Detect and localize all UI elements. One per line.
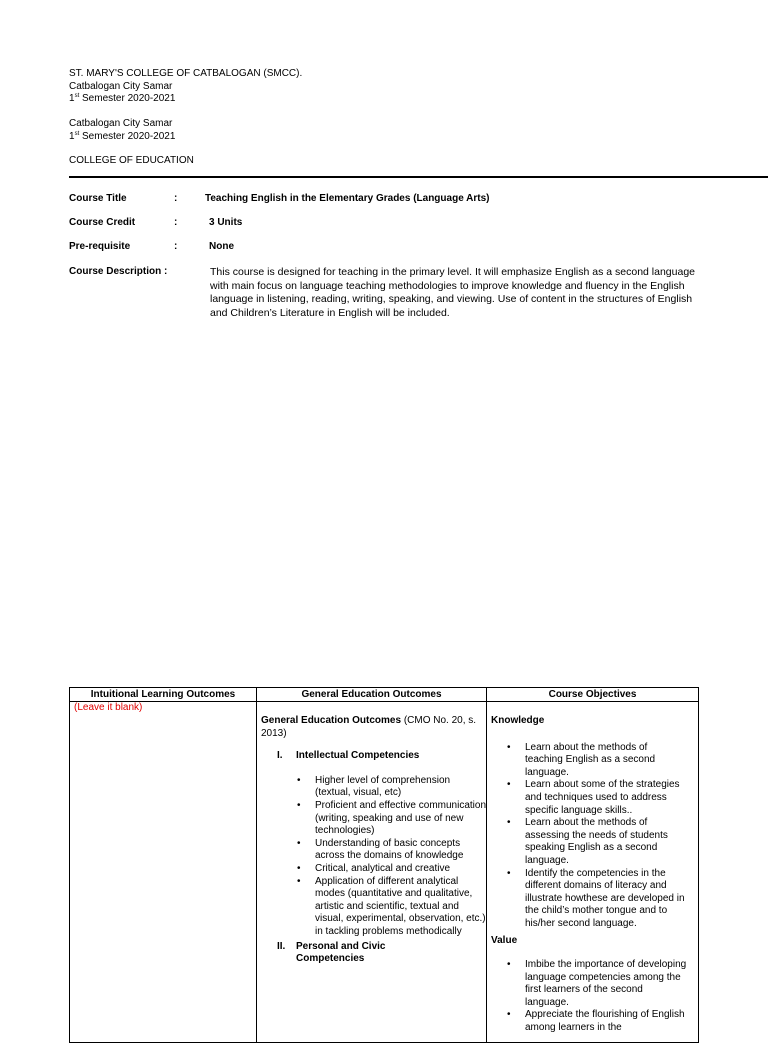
section-title: Intellectual Competencies (296, 750, 420, 762)
table-row (70, 702, 699, 1043)
geo-section-intellectual (261, 750, 482, 763)
colon: : (174, 241, 178, 252)
outcomes-table (69, 687, 699, 1043)
course-title-value: Teaching English in the Elementary Grades (Language Arts) (205, 193, 490, 204)
intellectual-list (261, 775, 487, 939)
list-item: • Imbibe the importance of developing language competencies among the first learners of the second language. (491, 959, 687, 1009)
course-description-text: This course is designed for teaching in the primary level. It will emphasize English as a second language with main focus on language teaching methodologies to improve knowledge and fluency in the English language in listening, reading, writing, speaking, and viewing. Use of content in the structures of English and Children’s Literature in English will be included. (210, 266, 696, 319)
course-credit-label: Course Credit (69, 217, 136, 228)
semester-number: 1 (69, 130, 75, 142)
list-item: • Proficient and effective communication (writing, speaking and use of new technologies) (297, 800, 487, 838)
college-name: COLLEGE OF EDUCATION (69, 155, 194, 166)
institution-header (69, 68, 302, 106)
objectives-cell (487, 702, 699, 1043)
knowledge-heading: Knowledge (491, 715, 545, 726)
course-description-label: Course Description : (69, 266, 168, 277)
school-city: Catbalogan City Samar (69, 80, 173, 92)
list-item: • Learn about some of the strategies and techniques used to address specific language skills.. (491, 779, 687, 817)
list-item: • Identify the competencies in the different domains of literacy and illustrate howthese are developed in the child’s mother tongue and to his/her second language. (491, 868, 687, 931)
semester-line (69, 93, 302, 106)
school-name: ST. MARY'S COLLEGE OF CATBALOGAN (SMCC). (69, 68, 303, 79)
table-header-row (70, 688, 699, 702)
list-item: • Appreciate the flourishing of English among learners in the (491, 1009, 687, 1034)
geo-title-bold: General Education Outcomes (261, 715, 402, 726)
colon: : (174, 193, 178, 204)
list-item: • Application of different analytical modes (quantitative and qualitative, artistic and scientific, textual and visual, experimental, observation, etc.) in tackling problems methodically (297, 876, 487, 939)
geo-title-ref: (CMO No. 20, s. 2013) (261, 715, 477, 739)
knowledge-list (491, 742, 687, 931)
header-geo: General Education Outcomes (257, 688, 487, 702)
section-number: I. (277, 750, 283, 762)
list-item: • Higher level of comprehension (textual, visual, etc) (297, 775, 487, 800)
semester-text: Semester 2020-2021 (79, 130, 176, 142)
institution-header-repeat (69, 118, 175, 143)
section-number: II. (277, 940, 286, 952)
prerequisite-value: None (209, 241, 234, 252)
semester-line (69, 131, 175, 144)
geo-cell (257, 702, 487, 1043)
list-item: • Learn about the methods of teaching English as a second language. (491, 742, 687, 780)
geo-title (261, 715, 482, 740)
value-heading: Value (491, 934, 518, 946)
prerequisite-label: Pre-requisite (69, 241, 131, 252)
colon: : (174, 217, 178, 228)
list-item: • Critical, analytical and creative (297, 863, 487, 876)
header-ilo: Intuitional Learning Outcomes (70, 688, 257, 702)
course-title-label: Course Title (69, 193, 127, 204)
geo-section-personal (261, 941, 482, 966)
list-item: • Learn about the methods of assessing the needs of students speaking English as a second language. (491, 817, 687, 867)
section-title: Personal and Civic Competencies (296, 940, 386, 965)
value-list (491, 959, 687, 1035)
school-city: Catbalogan City Samar (69, 118, 173, 129)
leave-blank-note: (Leave it blank) (74, 702, 143, 713)
semester-ordinal: st (74, 130, 80, 137)
list-item: • Understanding of basic concepts across the domains of knowledge (297, 838, 487, 863)
ilo-cell (70, 702, 257, 1043)
semester-ordinal: st (74, 93, 80, 99)
semester-number: 1 (69, 93, 75, 104)
header-divider (69, 176, 768, 178)
course-credit-value: 3 Units (209, 217, 243, 228)
semester-text: Semester 2020-2021 (79, 93, 176, 104)
header-objectives: Course Objectives (487, 688, 699, 702)
